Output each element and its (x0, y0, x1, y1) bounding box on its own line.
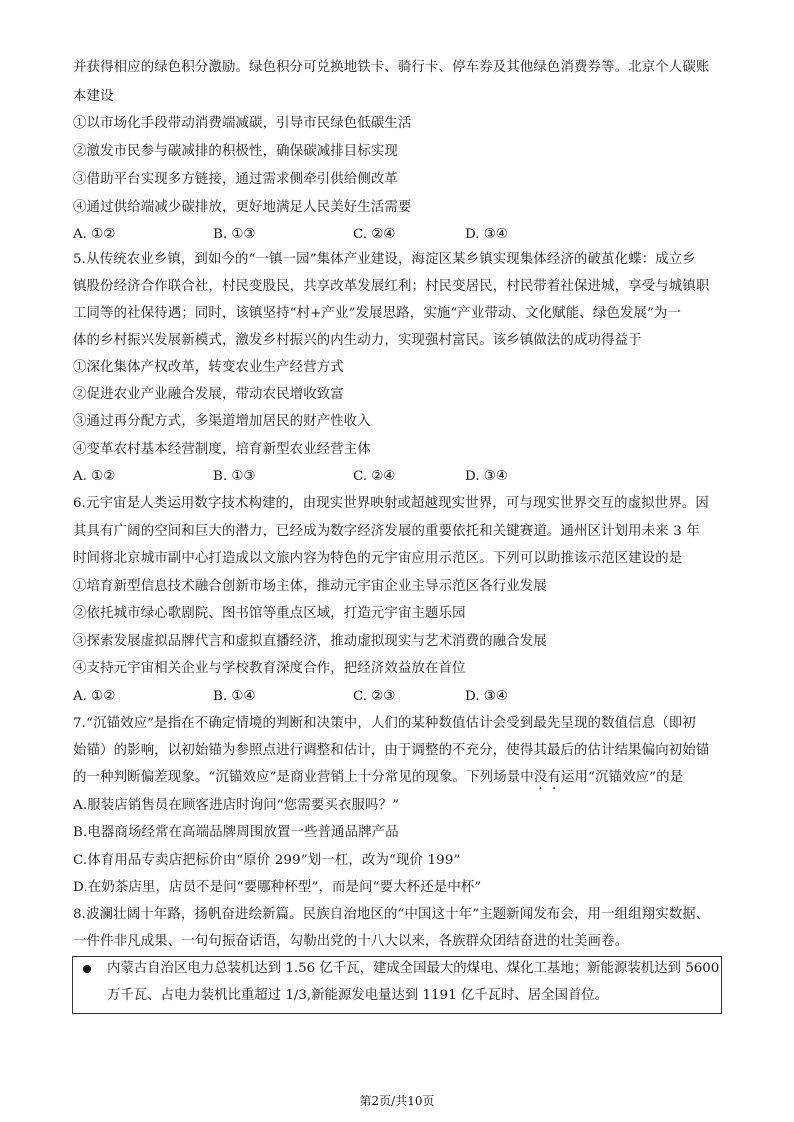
q5-stem: 工同等的社保待遇；同时，该镇坚持“村+产业”发展思路，实施“产业带动、文化赋能、绿色发展”为一 (73, 306, 682, 321)
q5-stem: 镇股份经济合作联合社，村民变股民，共享改革发展红利；村民变居民，村民带着社保进城，享受与城镇职 (73, 279, 710, 294)
q5-statement-2: ②促进农业产业融合发展，带动农民增收致富 (73, 387, 344, 402)
emphasis-char: 没 (533, 770, 548, 785)
bullet-icon (83, 965, 91, 973)
q7-stem (73, 768, 733, 788)
q8-stem: 一件件非凡成果、一句句振奋话语，勾勒出党的十八大以来，各族群众团结奋进的壮美画卷。 (73, 934, 629, 949)
q6-statement-4: ④支持元宇宙相关企业与学校教育深度合作，把经济效益放在首位 (73, 661, 466, 676)
statement-1: ①以市场化手段带动消费端减碳，引导市民绿色低碳生活 (73, 116, 412, 131)
q6-statement-3: ③探索发展虚拟品牌代言和虚拟直播经济，推动虚拟现实与艺术消费的融合发展 (73, 634, 547, 649)
statement-2: ②激发市民参与碳减排的积极性，确保碳减排目标实现 (73, 144, 398, 159)
text-line: 本建设 (73, 89, 114, 104)
q5-statement-4: ④变革农村基本经营制度，培育新型农业经营主体 (73, 442, 371, 457)
statement-3: ③借助平台实现多方链接，通过需求侧牵引供给侧改革 (73, 172, 398, 187)
emphasis-char: 有 (547, 770, 561, 785)
box-line: 万千瓦、占电力装机比重超过 1/3,新能源发电量达到 1191 亿千瓦时、居全国首位。 (107, 988, 609, 1003)
option-d[interactable]: D. ③④ (465, 227, 508, 242)
q6-statement-2: ②依托城市绿心歌剧院、图书馆等重点区域，打造元宇宙主题乐园 (73, 606, 466, 621)
option-a[interactable]: A.服装店销售员在顾客进店时询问“您需要买衣服吗？” (73, 798, 400, 813)
option-c[interactable]: C. ②④ (353, 469, 396, 484)
option-a[interactable]: A. ①② (73, 227, 116, 242)
option-c[interactable]: C. ②③ (353, 689, 396, 704)
option-d[interactable]: D.在奶茶店里，店员不是问“要哪种杯型”，而是问“要大杯还是中杯” (73, 880, 482, 895)
q7-stem: 7.“沉锚效应”是指在不确定情境的判断和决策中，人们的某种数值估计会受到最先呈现的数值信息（即初 (73, 716, 696, 731)
statement-4: ④通过供给端减少碳排放，更好地满足人民美好生活需要 (73, 200, 412, 215)
q7-stem: 始锚）的影响，以初始锚为参照点进行调整和估计，由于调整的不充分，使得其最后的估计结果偏向初始锚 (73, 743, 710, 758)
q4-options (73, 225, 733, 245)
q6-statement-1: ①培育新型信息技术融合创新市场主体，推动元宇宙企业主导示范区各行业发展 (73, 579, 547, 594)
text-line: 并获得相应的绿色积分激励。绿色积分可兑换地铁卡、骑行卡、停车券及其他绿色消费券等。北京个人碳账 (73, 60, 710, 75)
box-line: 内蒙古自治区电力总装机达到 1.56 亿千瓦，建成全国最大的煤电、煤化工基地；新能源装机达到 5600 (107, 961, 720, 976)
q7-stem-post: 运用“沉锚效应”的是 (560, 770, 684, 785)
data-box (72, 956, 722, 1014)
q7-stem-pre: 的一种判断偏差现象。“沉锚效应”是商业营销上十分常见的现象。下列场景中 (73, 770, 534, 785)
option-d[interactable]: D. ③④ (465, 689, 508, 704)
q5-stem: 体的乡村振兴发展新模式，激发乡村振兴的内生动力，实现强村富民。该乡镇做法的成功得益于 (73, 333, 642, 348)
option-a[interactable]: A. ①② (73, 689, 116, 704)
q6-stem: 时间将北京城市副中心打造成以文旅内容为特色的元宇宙应用示范区。下列可以助推该示范区建设的是 (73, 551, 683, 566)
q5-statement-3: ③通过再分配方式，多渠道增加居民的财产性收入 (73, 414, 371, 429)
page-number: 第2页/共10页 (359, 1094, 435, 1108)
q6-options (73, 687, 733, 707)
option-c[interactable]: C. ②④ (353, 227, 396, 242)
option-b[interactable]: B. ①③ (213, 227, 256, 242)
q8-stem: 8.波澜壮阔十年路，扬帆奋进绘新篇。民族自治地区的“中国这十年”主题新闻发布会，用一组组翔实数据、 (73, 907, 710, 922)
option-b[interactable]: B. ①③ (213, 469, 256, 484)
option-d[interactable]: D. ③④ (465, 469, 508, 484)
option-a[interactable]: A. ①② (73, 469, 116, 484)
option-c[interactable]: C.体育用品专卖店把标价由“原价 299”划一杠，改为“现价 199” (73, 853, 461, 868)
q5-options (73, 467, 733, 487)
q6-stem: 其具有广阔的空间和巨大的潜力，已经成为数字经济发展的重要依托和关键赛道。通州区计划用未来 3 年 (73, 524, 700, 539)
option-b[interactable]: B.电器商场经常在高端品牌周围放置一些普通品牌产品 (73, 825, 399, 840)
q6-stem: 6.元宇宙是人类运用数字技术构建的，由现实世界映射或超越现实世界，可与现实世界交互的虚拟世界。因 (73, 496, 709, 511)
q5-stem: 5.从传统农业乡镇，到如今的“一镇一园”集体产业建设，海淀区某乡镇实现集体经济的破茧化蝶：成立乡 (73, 252, 696, 267)
option-b[interactable]: B. ①④ (213, 689, 256, 704)
q5-statement-1: ①深化集体产权改革，转变农业生产经营方式 (73, 360, 344, 375)
